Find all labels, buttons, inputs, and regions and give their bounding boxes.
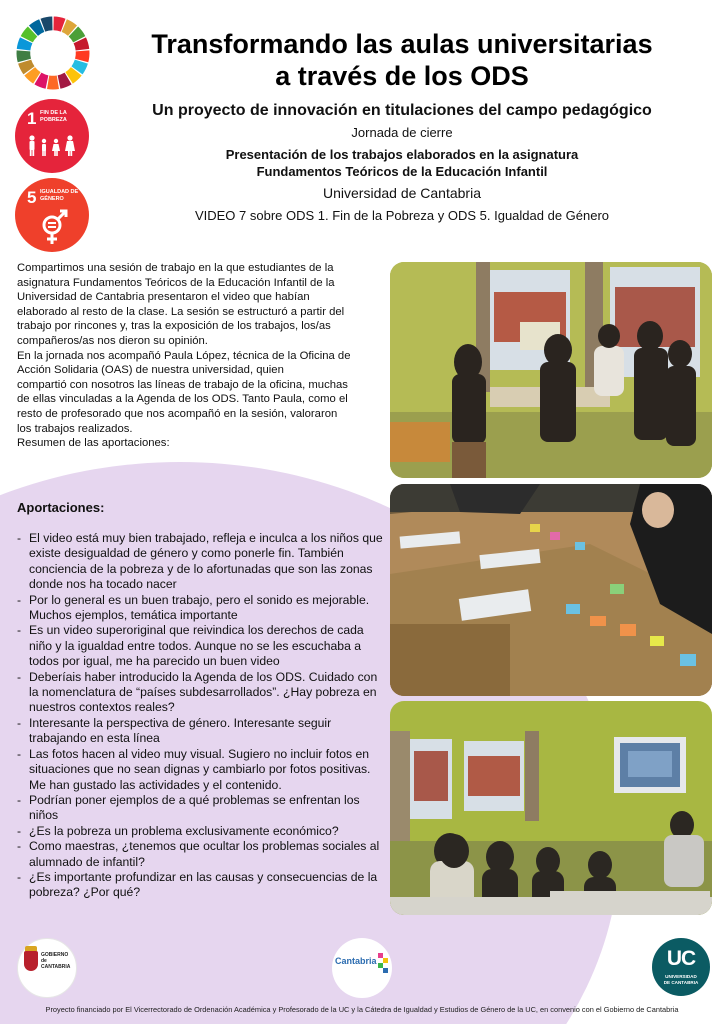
poster-subtitle: Un proyecto de innovación en titulaciones del campo pedagógico — [152, 102, 652, 119]
list-item: - Las fotos hacen al video muy visual. Sugiero no incluir fotos en situaciones que no sean dignas y cambiarlo por fotos positivas. Me han gustado las actividades y el contenido. — [17, 747, 387, 793]
intro-line: compartió con nosotros las líneas de trabajo de la oficina, muchas — [17, 378, 348, 391]
list-item: - Deberíais haber introducido la Agenda de los ODS. Cuidado con la nomenclatura de “países subdesarrollados”. ¿Hay pobreza en nuestros contextos reales? — [17, 670, 387, 716]
classroom-photo-1 — [390, 262, 712, 478]
contributions-section — [17, 500, 387, 901]
list-item: - Interesante la perspectiva de género. Interesante seguir trabajando en esta línea — [17, 716, 387, 747]
university-name: Universidad de Cantabria — [323, 185, 481, 201]
universidad-de-cantabria-logo — [652, 938, 710, 996]
cantabria-logo-text: Cantabria — [335, 956, 377, 966]
list-item: - Por lo general es un buen trabajo, pero el sonido es mejorable. Muchos ejemplos, temática importante — [17, 593, 387, 624]
gobierno-line-3: CANTABRIA — [41, 964, 71, 970]
list-item: - ¿Es importante profundizar en las causas y consecuencias de la pobreza? ¿Por qué? — [17, 870, 387, 901]
sdg-1-number: 1 — [27, 109, 37, 128]
sdg-wheel-icon — [15, 15, 91, 91]
cantabria-logo — [332, 938, 392, 998]
event-name: Jornada de cierre — [351, 125, 453, 140]
list-item: - El video está muy bien trabajado, refleja e inculca a los niños que existe desigualdad de género y como ponerle fin. También conciencia de la pobreza y de lo afortunadas que son las zonas donde nos ha tocado nacer — [17, 531, 387, 593]
poster-title — [96, 28, 708, 92]
sdg-5-label: IGUALDAD DE GÉNERO — [40, 189, 79, 202]
gobierno-logo-text — [41, 952, 75, 970]
uc-logo-text: UC — [666, 947, 696, 970]
title-line-1: Transformando las aulas universitarias — [151, 29, 653, 59]
contributions-heading: Aportaciones: — [17, 500, 105, 515]
contributions-list — [17, 531, 387, 901]
sdg-1-badge — [15, 99, 89, 173]
list-item: - ¿Es la pobreza un problema exclusivamente económico? — [17, 824, 387, 839]
intro-line: Acción Solidaria (OAS) de nuestra universidad, quien — [17, 364, 284, 377]
intro-line: trabajo por rincones y, tras la exposición de los trabajos, los/as — [17, 320, 331, 333]
sdg-5-badge — [15, 178, 89, 252]
sdg-wheel-segment — [47, 75, 59, 89]
title-line-2: a través de los ODS — [275, 61, 529, 91]
uc-logo-subtext — [652, 974, 710, 985]
gobierno-de-cantabria-logo — [17, 938, 77, 998]
presentation-line-1: Presentación de los trabajos elaborados en la asignatura — [225, 147, 579, 162]
list-item: - Podrían poner ejemplos de a qué problemas se enfrentan los niños — [17, 793, 387, 824]
intro-line: resto de profesorado que nos acompañó en la sesión, valoraron — [17, 407, 338, 420]
intro-text — [17, 261, 385, 451]
list-item: - Como maestras, ¿tenemos que ocultar los problemas sociales al alumnado de infantil? — [17, 839, 387, 870]
family-icon — [27, 135, 77, 157]
funding-footer: Proyecto financiado por El Vicerrectorado de Ordenación Académica y Profesorado de la UC y la Cátedra de Igualdad y Estudios de Género de la UC, en convenio con el Gobierno de Cantabria — [45, 1005, 679, 1014]
logo-square-icon — [383, 958, 388, 963]
classroom-photo-2 — [390, 484, 712, 696]
presentation-line-2: Fundamentos Teóricos de la Educación Infantil — [256, 164, 548, 179]
list-item: - Es un video superoriginal que reivindica los derechos de cada niño y la igualdad entre todos. Aunque no se les escuchaba a todos por igual, me ha parecido un buen video — [17, 623, 387, 669]
gobierno-line-2: de — [41, 958, 47, 964]
classroom-photo-3 — [390, 701, 712, 915]
sdg-5-number: 5 — [27, 188, 37, 207]
shield-icon — [24, 951, 38, 971]
gobierno-line-1: GOBIERNO — [41, 952, 69, 958]
uc-sub-line-2: DE CANTABRIA — [663, 979, 699, 985]
intro-line: asignatura Fundamentos Teóricos de la Educación Infantil de la — [17, 276, 335, 289]
intro-line: elaborado al resto de la clase. La sesión se estructuró a partir del — [17, 305, 345, 318]
poster-header — [96, 28, 708, 223]
logo-square-icon — [383, 968, 388, 973]
intro-line: Resumen de las aportaciones: — [17, 437, 170, 450]
intro-line: En la jornada nos acompañó Paula López, técnica de la Oficina de — [17, 349, 351, 362]
intro-line: los trabajos realizados. — [17, 422, 133, 435]
intro-line: compañeros/as nos dieron su opinión. — [17, 334, 208, 347]
video-title: VIDEO 7 sobre ODS 1. Fin de la Pobreza y ODS 5. Igualdad de Género — [194, 208, 610, 223]
gender-equality-icon — [39, 208, 69, 246]
intro-line: de ellas vinculadas a la Agenda de los ODS. Tanto Paula, como el — [17, 393, 348, 406]
intro-line: Compartimos una sesión de trabajo en la que estudiantes de la — [17, 262, 334, 274]
uc-sub-line-1: UNIVERSIDAD — [665, 974, 697, 979]
sdg-1-label: FIN DE LA POBREZA — [40, 110, 67, 123]
intro-line: Universidad de Cantabria presentaron el video que habían — [17, 291, 310, 304]
